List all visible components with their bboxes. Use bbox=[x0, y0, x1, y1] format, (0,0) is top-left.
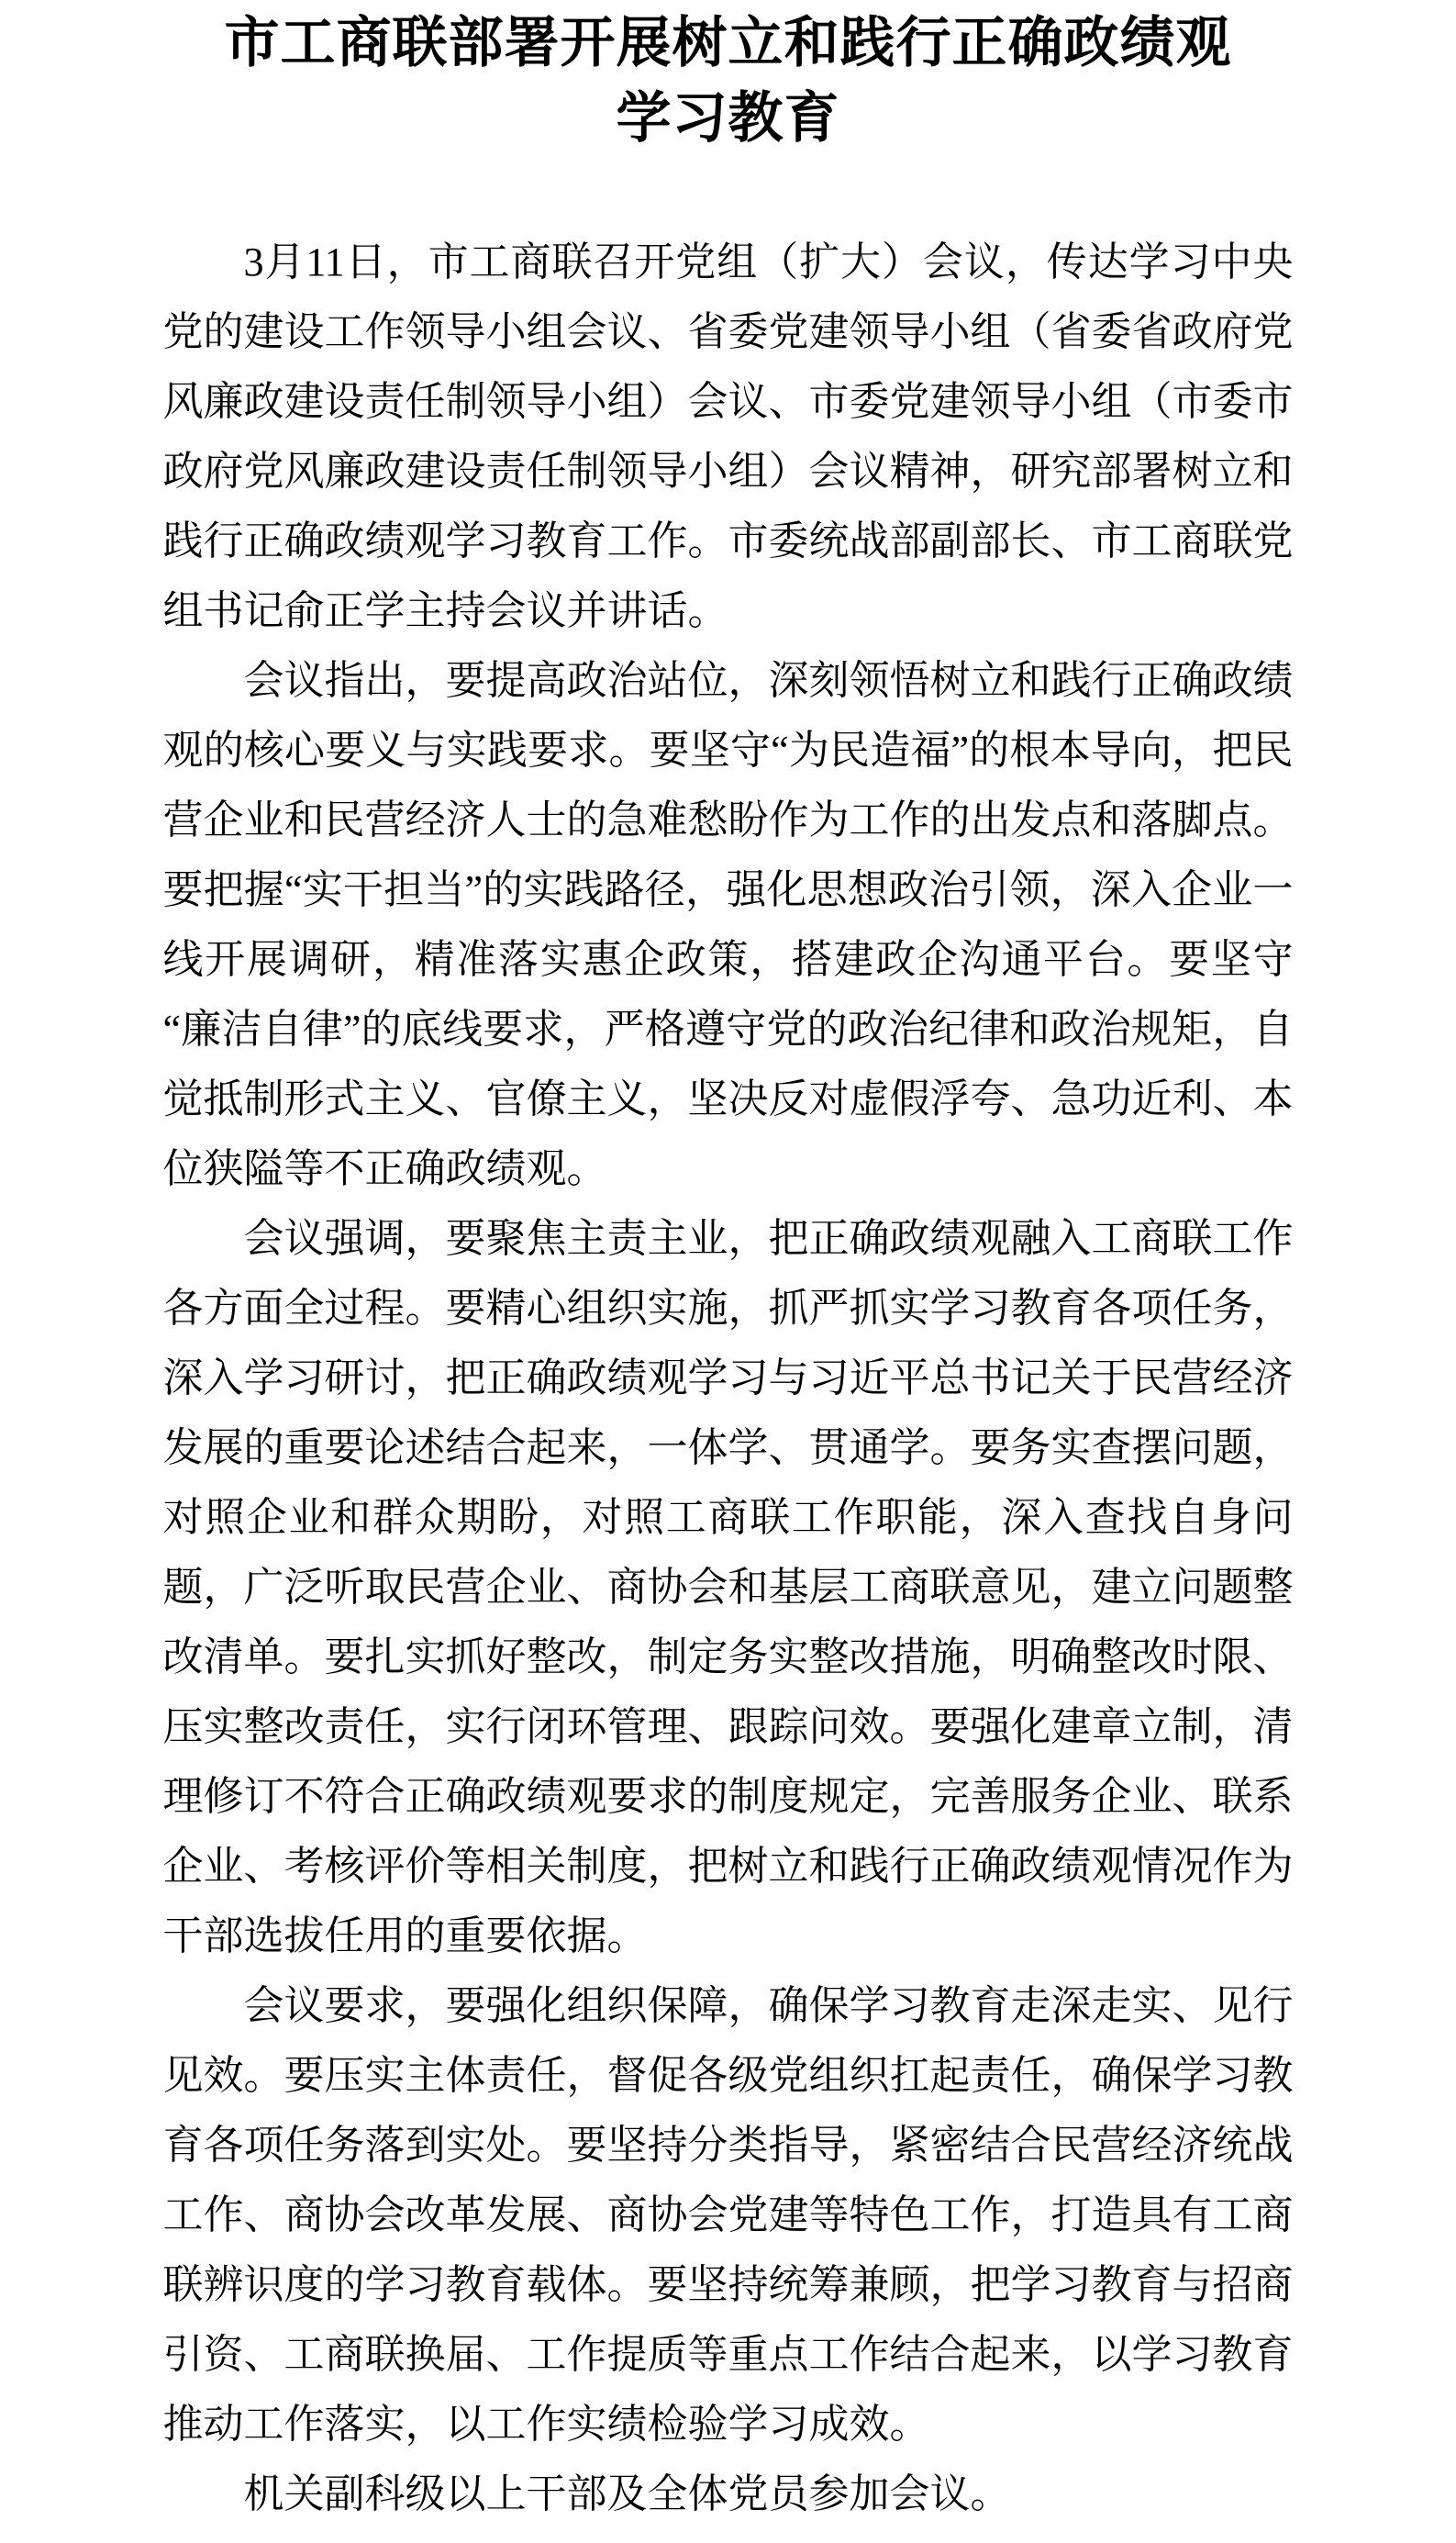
title-line-1: 市工商联部署开展树立和践行正确政绩观 bbox=[224, 13, 1232, 73]
paragraph: 3月11日，市工商联召开党组（扩大）会议，传达学习中央党的建设工作领导小组会议、省委党建领导小组（省委省政府党风廉政建设责任制领导小组）会议、市委党建领导小组（市委市政府党风廉政建设责任制领导小组）会议精神，研究部署树立和践行正确政绩观学习教育工作。市委统战部副部长、市工商联党组书记俞正学主持会议并讲话。 bbox=[162, 240, 1294, 633]
paragraph: 机关副科级以上干部及全体党员参加会议。 bbox=[243, 2471, 1011, 2516]
paragraph: 会议强调，要聚焦主责主业，把正确政绩观融入工商联工作各方面全过程。要精心组织实施，抓严抓实学习教育各项任务，深入学习研讨，把正确政绩观学习与习近平总书记关于民营经济发展的重要论述结合起来，一体学、贯通学。要务实查摆问题，对照企业和群众期盼，对照工商联工作职能，深入查找自身问题，广泛听取民营企业、商协会和基层工商联意见，建立问题整改清单。要扎实抓好整改，制定务实整改措施，明确整改时限、压实整改责任，实行闭环管理、跟踪问效。要强化建章立制，清理修订不符合正确政绩观要求的制度规定，完善服务企业、联系企业、考核评价等相关制度，把树立和践行正确政绩观情况作为干部选拔任用的重要依据。 bbox=[162, 1216, 1294, 1958]
document-body bbox=[163, 228, 1294, 2529]
paragraph: 会议指出，要提高政治站位，深刻领悟树立和践行正确政绩观的核心要义与实践要求。要坚守“为民造福”的根本导向，把民营企业和民营经济人士的急难愁盼作为工作的出发点和落脚点。要把握“实干担当”的实践路径，强化思想政治引领，深入企业一线开展调研，精准落实惠企政策，搭建政企沟通平台。要坚守“廉洁自律”的底线要求，严格遵守党的政治纪律和政治规矩，自觉抵制形式主义、官僚主义，坚决反对虚假浮夸、急功近利、本位狭隘等不正确政绩观。 bbox=[162, 658, 1294, 1191]
document-page bbox=[163, 0, 1294, 2529]
document-title bbox=[163, 6, 1294, 156]
title-line-2: 学习教育 bbox=[616, 88, 840, 149]
paragraph: 会议要求，要强化组织保障，确保学习教育走深走实、见行见效。要压实主体责任，督促各级党组织扛起责任，确保学习教育各项任务落到实处。要坚持分类指导，紧密结合民营经济统战工作、商协会改革发展、商协会党建等特色工作，打造具有工商联辨识度的学习教育载体。要坚持统筹兼顾，把学习教育与招商引资、工商联换届、工作提质等重点工作结合起来，以学习教育推动工作落实，以工作实绩检验学习成效。 bbox=[162, 1983, 1294, 2447]
